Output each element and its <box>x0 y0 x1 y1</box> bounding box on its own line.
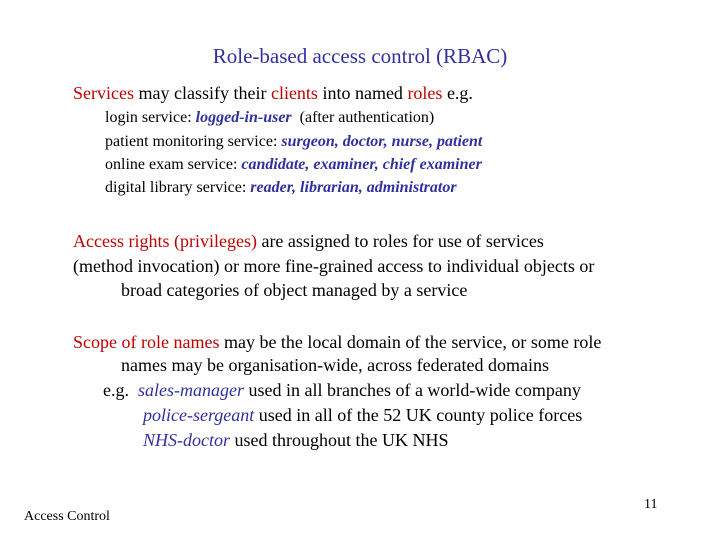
example-online-exam <box>105 156 482 174</box>
paragraph-access-rights <box>73 231 544 252</box>
example-suffix: (after authentication) <box>291 109 435 126</box>
p2-line1-rest: are assigned to roles for use of services <box>256 231 544 251</box>
access-rights-term: Access rights (privileges) <box>73 231 257 251</box>
p1-text-b: into named <box>317 83 408 103</box>
example-prefix: patient monitoring service: <box>105 133 282 150</box>
example-digital-library <box>105 179 457 197</box>
scope-term: Scope of role names <box>73 332 220 352</box>
example-prefix: login service: <box>105 109 196 126</box>
p1-text-c: e.g. <box>442 83 473 103</box>
access-rights-line2: (method invocation) or more fine-grained access to individual objects or <box>73 256 595 276</box>
example-login <box>105 109 434 127</box>
p3-line1-rest: may be the local domain of the service, or some role <box>219 332 602 352</box>
paragraph-scope <box>73 332 601 353</box>
clients-term: clients <box>270 83 318 103</box>
eg-prefix: e.g. <box>103 380 138 400</box>
example-roles: surgeon, doctor, nurse, patient <box>281 133 483 150</box>
paragraph-roles <box>73 83 473 104</box>
roles-term: roles <box>407 83 443 103</box>
example-roles: reader, librarian, administrator <box>250 179 457 196</box>
scope-example-1 <box>103 380 581 401</box>
scope-example-3 <box>143 430 449 451</box>
scope-ex2-rest: used in all of the 52 UK county police forces <box>254 405 583 425</box>
example-roles: candidate, examiner, chief examiner <box>241 156 482 173</box>
police-sergeant-role: police-sergeant <box>143 405 255 425</box>
scope-line2: names may be organisation-wide, across federated domains <box>121 355 550 375</box>
scope-ex1-rest: used in all branches of a world-wide company <box>244 380 581 400</box>
footer-label: Access Control <box>24 509 110 524</box>
example-patient-monitoring <box>105 133 482 151</box>
scope-example-2 <box>143 405 582 426</box>
example-roles: logged-in-user <box>195 109 292 126</box>
p1-text-a: may classify their <box>133 83 271 103</box>
slide-title: Role-based access control (RBAC) <box>212 44 508 68</box>
example-prefix: online exam service: <box>105 156 242 173</box>
access-rights-line3: broad categories of object managed by a service <box>121 280 468 300</box>
services-term: Services <box>73 83 134 103</box>
example-prefix: digital library service: <box>105 179 251 196</box>
scope-ex3-rest: used throughout the UK NHS <box>230 430 449 450</box>
page-number: 11 <box>644 497 658 512</box>
sales-manager-role: sales-manager <box>138 380 244 400</box>
nhs-doctor-role: NHS-doctor <box>143 430 230 450</box>
